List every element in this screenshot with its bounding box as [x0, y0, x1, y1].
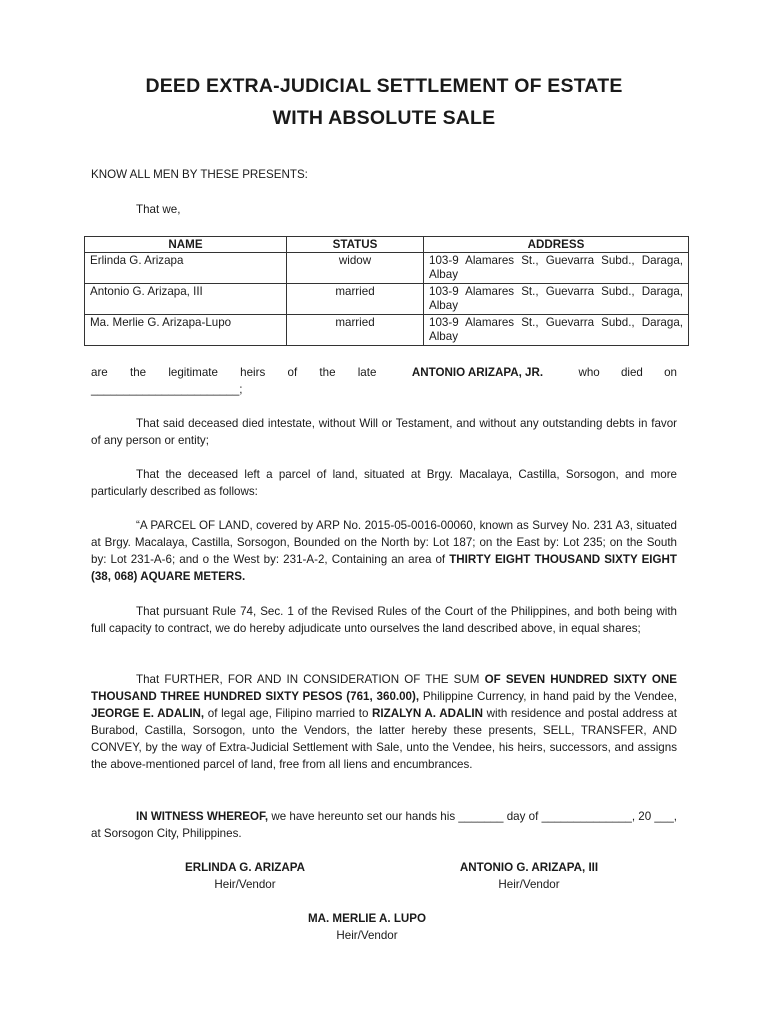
- table-row: [85, 315, 689, 346]
- that-we-line: That we,: [136, 203, 181, 216]
- table-header-row: [85, 237, 689, 253]
- signature-block-3: [257, 910, 477, 944]
- intestate-paragraph: That said deceased died intestate, without Will or Testament, and without any outstanding debts in favor of any person or entity;: [91, 417, 677, 447]
- deceased-name: ANTONIO ARIZAPA, JR.: [411, 366, 544, 379]
- sale-text-a: That FURTHER, FOR AND IN CONSIDERATION OF THE SUM: [136, 673, 480, 686]
- header-address: ADDRESS: [424, 237, 689, 253]
- cell-name: Antonio G. Arizapa, III: [85, 284, 287, 315]
- signatory-name: MA. MERLIE A. LUPO: [307, 912, 427, 925]
- sale-text-g: with residence and postal address at Burabod, Castilla, Sorsogon, unto the Vendors, the latter hereby these presents, SELL, TRANSFER, AND CONVEY, by the way of Extra-Judicial Settlement with Sale, unto the Vendee, his heirs, successors, and assigns the above-mentioned parcel of land, free from all liens and encumbrances.: [91, 707, 677, 771]
- signatory-role: Heir/Vendor: [214, 878, 276, 891]
- heirs-statement-a: are the legitimate heirs of the late: [91, 366, 377, 379]
- heirs-table: [84, 236, 689, 346]
- adjudication-paragraph: That pursuant Rule 74, Sec. 1 of the Revised Rules of the Court of the Philippines, and both being with full capacity to contract, we do hereby adjudicate unto ourselves the land described above, in equal shares;: [91, 605, 677, 635]
- know-all-line: KNOW ALL MEN BY THESE PRESENTS:: [91, 168, 308, 181]
- header-name: NAME: [85, 237, 287, 253]
- heirs-statement-c: who died on: [578, 366, 677, 379]
- signature-block-1: [135, 859, 355, 893]
- sale-text-c: Philippine Currency, in hand paid by the Vendee,: [422, 690, 677, 703]
- sale-text-e: of legal age, Filipino married to: [207, 707, 369, 720]
- signatory-role: Heir/Vendor: [498, 878, 560, 891]
- signatory-name: ANTONIO G. ARIZAPA, III: [459, 861, 599, 874]
- witness-text: we have hereunto set our hands his _______ day of ______________, 20 ___, at Sorsogon City, Philippines.: [91, 810, 677, 840]
- signatory-role: Heir/Vendor: [336, 929, 398, 942]
- header-status: STATUS: [287, 237, 424, 253]
- land-area: THIRTY EIGHT THOUSAND SIXTY EIGHT (38, 068) AQUARE METERS.: [91, 553, 677, 583]
- sale-amount: OF SEVEN HUNDRED SIXTY ONE THOUSAND THREE HUNDRED SIXTY PESOS (761, 360.00),: [91, 673, 677, 703]
- date-of-death-blank: _______________________;: [91, 383, 243, 396]
- signature-block-2: [419, 859, 639, 893]
- heirs-statement: [91, 364, 677, 398]
- document-title-line1: DEED EXTRA-JUDICIAL SETTLEMENT OF ESTATE: [145, 75, 623, 97]
- signatory-name: ERLINDA G. ARIZAPA: [184, 861, 305, 874]
- cell-status: married: [287, 284, 424, 315]
- cell-address: 103-9 Alamares St., Guevarra Subd., Daraga, Albay: [424, 284, 689, 315]
- land-description-text: “A PARCEL OF LAND, covered by ARP No. 2015-05-0016-00060, known as Survey No. 231 A3, situated at Brgy. Macalaya, Castilla, Sorsogon, Bounded on the North by: Lot 187; on the East by: Lot 235; on the South by: Lot 231-A-6; and o the West by: 231-A-2, Containing an area of: [91, 519, 677, 566]
- table-row: [85, 284, 689, 315]
- witness-paragraph: [91, 808, 677, 842]
- table-row: [85, 253, 689, 284]
- land-paragraph: That the deceased left a parcel of land, situated at Brgy. Macalaya, Castilla, Sorsogon, and more particularly described as follows:: [91, 468, 677, 498]
- cell-address: 103-9 Alamares St., Guevarra Subd., Daraga, Albay: [424, 315, 689, 346]
- vendee-spouse-name: RIZALYN A. ADALIN: [372, 707, 484, 720]
- cell-name: Ma. Merlie G. Arizapa-Lupo: [85, 315, 287, 346]
- cell-status: married: [287, 315, 424, 346]
- land-description: [91, 517, 677, 585]
- cell-name: Erlinda G. Arizapa: [85, 253, 287, 284]
- witness-heading: IN WITNESS WHEREOF,: [136, 810, 269, 823]
- vendee-name: JEORGE E. ADALIN,: [91, 707, 205, 720]
- document-title-line2: WITH ABSOLUTE SALE: [272, 107, 496, 129]
- sale-paragraph: [91, 671, 677, 773]
- cell-status: widow: [287, 253, 424, 284]
- cell-address: 103-9 Alamares St., Guevarra Subd., Daraga, Albay: [424, 253, 689, 284]
